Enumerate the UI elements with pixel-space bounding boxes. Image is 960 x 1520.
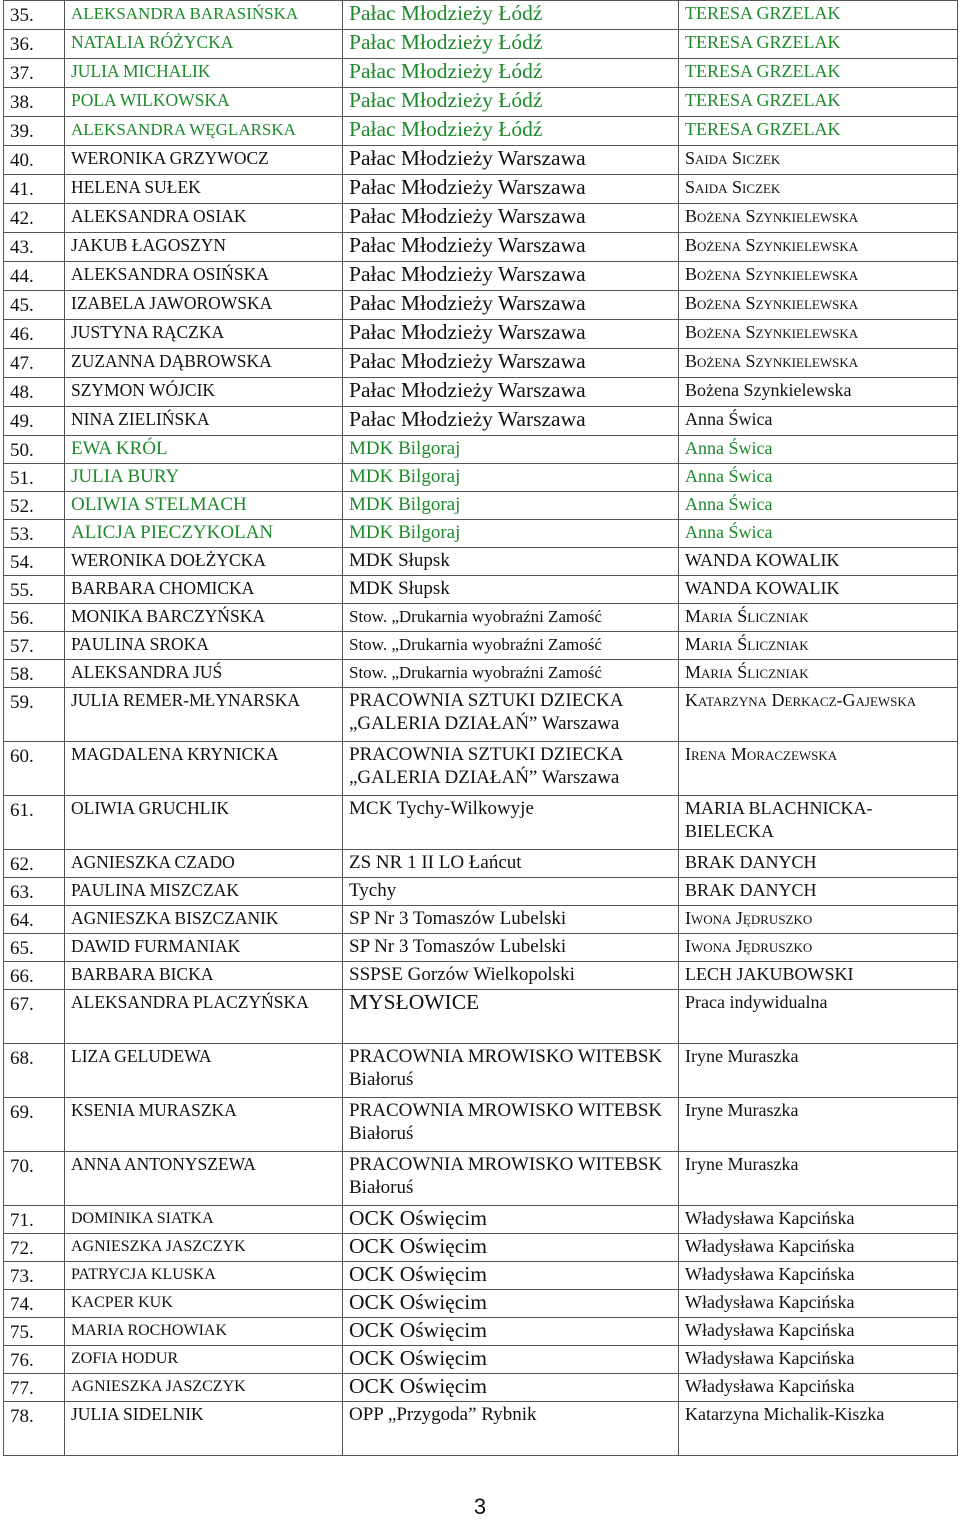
participant-name: JULIA REMER-MŁYNARSKA (65, 688, 343, 742)
tutor: Saida Siczek (679, 146, 958, 175)
institution: Pałac Młodzieży Warszawa (343, 204, 679, 233)
row-number: 39. (4, 117, 65, 146)
institution: PRACOWNIA SZTUKI DZIECKA „GALERIA DZIAŁAŃ” Warszawa (343, 742, 679, 796)
institution: Pałac Młodzieży Łódź (343, 117, 679, 146)
institution: Pałac Młodzieży Warszawa (343, 349, 679, 378)
tutor: Iryne Muraszka (679, 1098, 958, 1152)
row-number: 58. (4, 660, 65, 688)
participant-name: MARIA ROCHOWIAK (65, 1318, 343, 1346)
tutor: Anna Świca (679, 520, 958, 548)
row-number: 67. (4, 990, 65, 1044)
table-row (4, 660, 958, 688)
tutor: WANDA KOWALIK (679, 576, 958, 604)
participant-name: KSENIA MURASZKA (65, 1098, 343, 1152)
institution: Pałac Młodzieży Warszawa (343, 320, 679, 349)
institution: MDK Słupsk (343, 548, 679, 576)
participant-name: BARBARA BICKA (65, 962, 343, 990)
table-row (4, 688, 958, 742)
table-row (4, 407, 958, 436)
participant-name: ALEKSANDRA BARASIŃSKA (65, 1, 343, 30)
tutor: Anna Świca (679, 407, 958, 436)
row-number: 64. (4, 906, 65, 934)
table-row (4, 59, 958, 88)
institution: OCK Oświęcim (343, 1374, 679, 1402)
institution: OCK Oświęcim (343, 1318, 679, 1346)
tutor: TERESA GRZELAK (679, 117, 958, 146)
participant-name: ZUZANNA DĄBROWSKA (65, 349, 343, 378)
table-row (4, 604, 958, 632)
institution: SP Nr 3 Tomaszów Lubelski (343, 934, 679, 962)
institution: Pałac Młodzieży Warszawa (343, 233, 679, 262)
participant-name: NINA ZIELIŃSKA (65, 407, 343, 436)
participant-name: SZYMON WÓJCIK (65, 378, 343, 407)
row-number: 61. (4, 796, 65, 850)
participant-name: ALEKSANDRA OSIŃSKA (65, 262, 343, 291)
institution: ZS NR 1 II LO Łańcut (343, 850, 679, 878)
participant-name: OLIWIA GRUCHLIK (65, 796, 343, 850)
participant-name: BARBARA CHOMICKA (65, 576, 343, 604)
institution: Tychy (343, 878, 679, 906)
row-number: 68. (4, 1044, 65, 1098)
table-row (4, 632, 958, 660)
table-row (4, 742, 958, 796)
tutor: Władysława Kapcińska (679, 1346, 958, 1374)
table-row (4, 1318, 958, 1346)
row-number: 65. (4, 934, 65, 962)
tutor: Maria Śliczniak (679, 604, 958, 632)
row-number: 74. (4, 1290, 65, 1318)
tutor: Anna Świca (679, 436, 958, 464)
participant-name: JULIA BURY (65, 464, 343, 492)
participant-name: JAKUB ŁAGOSZYN (65, 233, 343, 262)
institution: PRACOWNIA MROWISKO WITEBSK Białoruś (343, 1152, 679, 1206)
table-row (4, 464, 958, 492)
row-number: 38. (4, 88, 65, 117)
participants-table (3, 0, 958, 1456)
row-number: 70. (4, 1152, 65, 1206)
row-number: 78. (4, 1402, 65, 1456)
institution: OCK Oświęcim (343, 1234, 679, 1262)
table-row (4, 30, 958, 59)
tutor: Katarzyna Michalik-Kiszka (679, 1402, 958, 1456)
row-number: 49. (4, 407, 65, 436)
table-row (4, 962, 958, 990)
row-number: 48. (4, 378, 65, 407)
institution: OCK Oświęcim (343, 1262, 679, 1290)
institution: Pałac Młodzieży Warszawa (343, 407, 679, 436)
row-number: 53. (4, 520, 65, 548)
row-number: 62. (4, 850, 65, 878)
institution: OCK Oświęcim (343, 1290, 679, 1318)
participant-name: ALEKSANDRA JUŚ (65, 660, 343, 688)
row-number: 72. (4, 1234, 65, 1262)
institution: PRACOWNIA MROWISKO WITEBSK Białoruś (343, 1098, 679, 1152)
table-row (4, 1206, 958, 1234)
tutor: Bożena Szynkielewska (679, 204, 958, 233)
row-number: 59. (4, 688, 65, 742)
institution: PRACOWNIA SZTUKI DZIECKA „GALERIA DZIAŁAŃ” Warszawa (343, 688, 679, 742)
institution: Pałac Młodzieży Warszawa (343, 262, 679, 291)
row-number: 76. (4, 1346, 65, 1374)
institution: SSPSE Gorzów Wielkopolski (343, 962, 679, 990)
tutor: Iryne Muraszka (679, 1152, 958, 1206)
participant-name: ANNA ANTONYSZEWA (65, 1152, 343, 1206)
institution: Pałac Młodzieży Łódź (343, 59, 679, 88)
participant-name: ALEKSANDRA PLACZYŃSKA (65, 990, 343, 1044)
table-row (4, 204, 958, 233)
participant-name: ALICJA PIECZYKOLAN (65, 520, 343, 548)
row-number: 66. (4, 962, 65, 990)
table-row (4, 1346, 958, 1374)
tutor: Władysława Kapcińska (679, 1262, 958, 1290)
tutor: BRAK DANYCH (679, 850, 958, 878)
tutor: Bożena Szynkielewska (679, 349, 958, 378)
table-row (4, 349, 958, 378)
tutor: Władysława Kapcińska (679, 1318, 958, 1346)
participant-name: ALEKSANDRA WĘGLARSKA (65, 117, 343, 146)
participant-name: KACPER KUK (65, 1290, 343, 1318)
table-row (4, 548, 958, 576)
table-row (4, 1152, 958, 1206)
tutor: Iwona Jędruszko (679, 934, 958, 962)
table-row (4, 906, 958, 934)
participant-name: HELENA SUŁEK (65, 175, 343, 204)
tutor: BRAK DANYCH (679, 878, 958, 906)
institution: Pałac Młodzieży Warszawa (343, 291, 679, 320)
table-row (4, 1234, 958, 1262)
participant-name: WERONIKA GRZYWOCZ (65, 146, 343, 175)
tutor: Iwona Jędruszko (679, 906, 958, 934)
row-number: 75. (4, 1318, 65, 1346)
tutor: Bożena Szynkielewska (679, 262, 958, 291)
tutor: TERESA GRZELAK (679, 30, 958, 59)
table-row (4, 262, 958, 291)
table-row (4, 934, 958, 962)
table-row (4, 1, 958, 30)
tutor: Saida Siczek (679, 175, 958, 204)
tutor: Władysława Kapcińska (679, 1290, 958, 1318)
tutor: Iryne Muraszka (679, 1044, 958, 1098)
institution: Stow. „Drukarnia wyobraźni Zamość (343, 604, 679, 632)
participant-name: AGNIESZKA JASZCZYK (65, 1374, 343, 1402)
table-row (4, 146, 958, 175)
institution: OPP „Przygoda” Rybnik (343, 1402, 679, 1456)
institution: Pałac Młodzieży Warszawa (343, 378, 679, 407)
row-number: 60. (4, 742, 65, 796)
table-row (4, 1402, 958, 1456)
tutor: Władysława Kapcińska (679, 1206, 958, 1234)
tutor: TERESA GRZELAK (679, 59, 958, 88)
row-number: 42. (4, 204, 65, 233)
participant-name: POLA WILKOWSKA (65, 88, 343, 117)
row-number: 56. (4, 604, 65, 632)
tutor: Irena Moraczewska (679, 742, 958, 796)
participant-name: MAGDALENA KRYNICKA (65, 742, 343, 796)
institution: SP Nr 3 Tomaszów Lubelski (343, 906, 679, 934)
institution: Stow. „Drukarnia wyobraźni Zamość (343, 632, 679, 660)
row-number: 35. (4, 1, 65, 30)
table-row (4, 320, 958, 349)
tutor: Katarzyna Derkacz-Gajewska (679, 688, 958, 742)
institution: MDK Bilgoraj (343, 464, 679, 492)
institution: Pałac Młodzieży Łódź (343, 30, 679, 59)
row-number: 43. (4, 233, 65, 262)
tutor: TERESA GRZELAK (679, 88, 958, 117)
participant-name: LIZA GELUDEWA (65, 1044, 343, 1098)
row-number: 77. (4, 1374, 65, 1402)
institution: OCK Oświęcim (343, 1206, 679, 1234)
table-row (4, 175, 958, 204)
tutor: Maria Śliczniak (679, 660, 958, 688)
participant-name: AGNIESZKA JASZCZYK (65, 1234, 343, 1262)
tutor: LECH JAKUBOWSKI (679, 962, 958, 990)
row-number: 63. (4, 878, 65, 906)
institution: Pałac Młodzieży Łódź (343, 88, 679, 117)
row-number: 71. (4, 1206, 65, 1234)
row-number: 51. (4, 464, 65, 492)
row-number: 36. (4, 30, 65, 59)
institution: MDK Bilgoraj (343, 492, 679, 520)
page-number: 3 (473, 1494, 487, 1519)
table-row (4, 1098, 958, 1152)
participant-name: JUSTYNA RĄCZKA (65, 320, 343, 349)
table-row (4, 88, 958, 117)
tutor: Bożena Szynkielewska (679, 233, 958, 262)
participant-name: PAULINA MISZCZAK (65, 878, 343, 906)
participant-name: IZABELA JAWOROWSKA (65, 291, 343, 320)
participant-name: AGNIESZKA CZADO (65, 850, 343, 878)
institution: Pałac Młodzieży Warszawa (343, 146, 679, 175)
tutor: Bożena Szynkielewska (679, 291, 958, 320)
participant-name: ALEKSANDRA OSIAK (65, 204, 343, 233)
row-number: 69. (4, 1098, 65, 1152)
row-number: 41. (4, 175, 65, 204)
participant-name: MONIKA BARCZYŃSKA (65, 604, 343, 632)
row-number: 57. (4, 632, 65, 660)
table-row (4, 796, 958, 850)
institution: PRACOWNIA MROWISKO WITEBSK Białoruś (343, 1044, 679, 1098)
institution: Pałac Młodzieży Warszawa (343, 175, 679, 204)
tutor: WANDA KOWALIK (679, 548, 958, 576)
tutor: Anna Świca (679, 492, 958, 520)
tutor: TERESA GRZELAK (679, 1, 958, 30)
row-number: 40. (4, 146, 65, 175)
institution: Pałac Młodzieży Łódź (343, 1, 679, 30)
table-row (4, 878, 958, 906)
table-row (4, 520, 958, 548)
table-row (4, 233, 958, 262)
participant-name: DOMINIKA SIATKA (65, 1206, 343, 1234)
participant-name: OLIWIA STELMACH (65, 492, 343, 520)
row-number: 50. (4, 436, 65, 464)
tutor: Bożena Szynkielewska (679, 378, 958, 407)
row-number: 47. (4, 349, 65, 378)
participant-name: EWA KRÓL (65, 436, 343, 464)
row-number: 73. (4, 1262, 65, 1290)
institution: Stow. „Drukarnia wyobraźni Zamość (343, 660, 679, 688)
tutor: Maria Śliczniak (679, 632, 958, 660)
tutor: Władysława Kapcińska (679, 1234, 958, 1262)
table-row (4, 1262, 958, 1290)
participant-name: AGNIESZKA BISZCZANIK (65, 906, 343, 934)
participant-name: DAWID FURMANIAK (65, 934, 343, 962)
table-row (4, 1374, 958, 1402)
table-row (4, 990, 958, 1044)
tutor: MARIA BLACHNICKA-BIELECKA (679, 796, 958, 850)
row-number: 44. (4, 262, 65, 291)
table-row (4, 291, 958, 320)
participant-name: NATALIA RÓŻYCKA (65, 30, 343, 59)
table-row (4, 436, 958, 464)
institution: MDK Bilgoraj (343, 436, 679, 464)
row-number: 45. (4, 291, 65, 320)
institution: OCK Oświęcim (343, 1346, 679, 1374)
participant-name: WERONIKA DOŁŻYCKA (65, 548, 343, 576)
table-row (4, 850, 958, 878)
table-row (4, 492, 958, 520)
table-row (4, 1044, 958, 1098)
row-number: 55. (4, 576, 65, 604)
institution: MCK Tychy-Wilkowyje (343, 796, 679, 850)
tutor: Władysława Kapcińska (679, 1374, 958, 1402)
participant-name: PAULINA SROKA (65, 632, 343, 660)
tutor: Bożena Szynkielewska (679, 320, 958, 349)
row-number: 54. (4, 548, 65, 576)
tutor: Praca indywidualna (679, 990, 958, 1044)
row-number: 46. (4, 320, 65, 349)
table-row (4, 378, 958, 407)
participant-name: JULIA MICHALIK (65, 59, 343, 88)
participant-name: PATRYCJA KLUSKA (65, 1262, 343, 1290)
row-number: 52. (4, 492, 65, 520)
row-number: 37. (4, 59, 65, 88)
institution: MDK Słupsk (343, 576, 679, 604)
institution: MYSŁOWICE (343, 990, 679, 1044)
participant-name: ZOFIA HODUR (65, 1346, 343, 1374)
table-row (4, 576, 958, 604)
tutor: Anna Świca (679, 464, 958, 492)
institution: MDK Bilgoraj (343, 520, 679, 548)
table-row (4, 1290, 958, 1318)
participant-name: JULIA SIDELNIK (65, 1402, 343, 1456)
table-row (4, 117, 958, 146)
